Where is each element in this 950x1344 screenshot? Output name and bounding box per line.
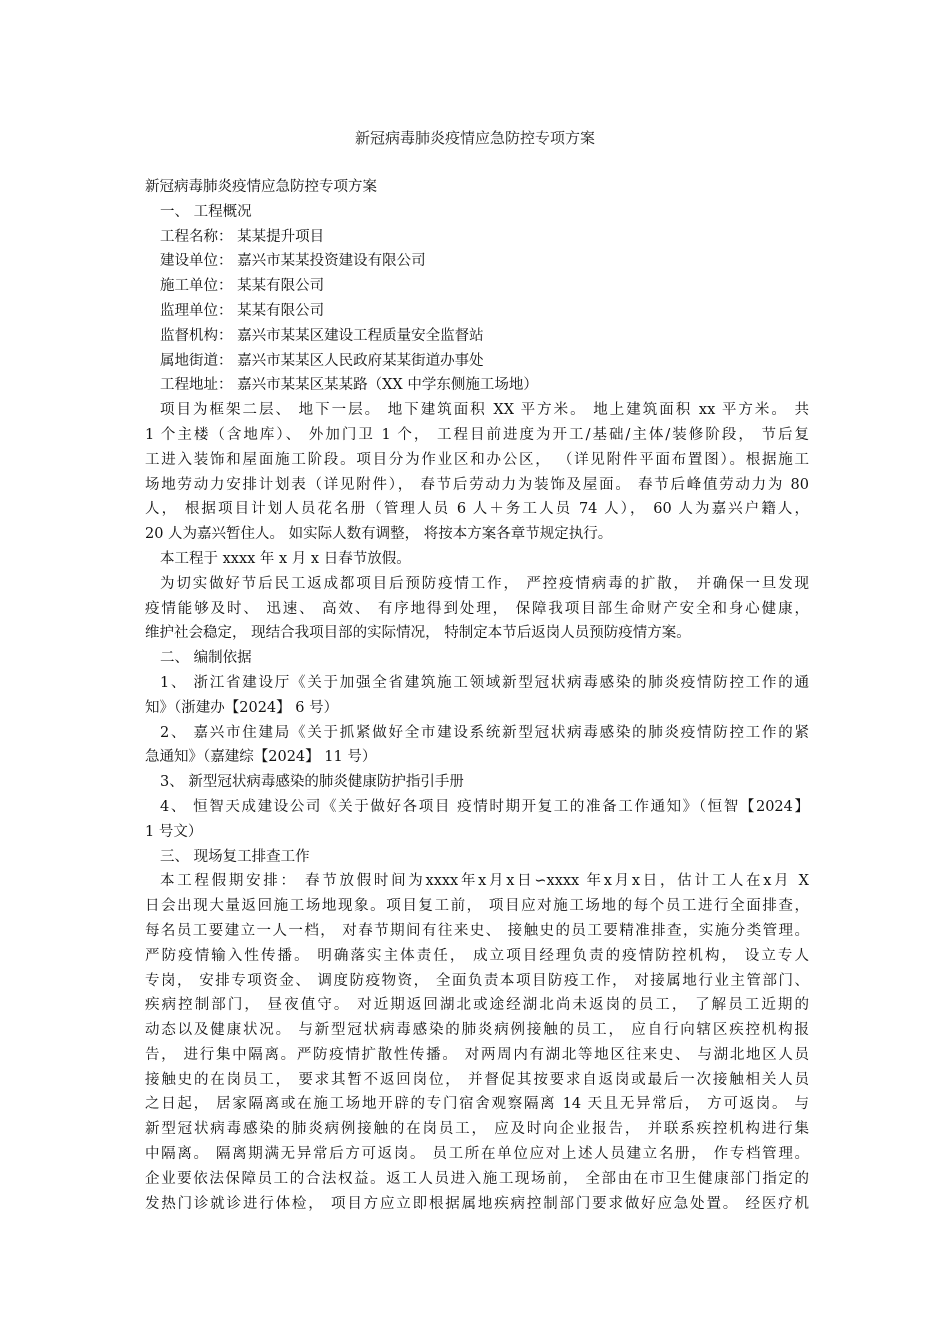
text-line: 为切实做好节后民工返成都项目后预防疫情工作， 严控疫情病毒的扩散， 并确保一旦发现 [160, 575, 809, 592]
text-line: 急通知》（嘉建综【2024】 11 号） [145, 749, 377, 766]
text-line: 2、 嘉兴市住建局《关于抓紧做好全市建设系统新型冠状病毒感染的肺炎疫情防控工作的紧 [160, 724, 809, 741]
text-line: 建设单位： 嘉兴市某某投资建设有限公司 [160, 253, 426, 270]
text-line: 4、 恒智天成建设公司《关于做好各项目 疫情时期开复工的准备工作通知》（恒智【2024】 [160, 798, 809, 815]
text-line: 企业要依法保障员工的合法权益。返工人员进入施工现场前， 全部由在市卫生健康部门指定的 [145, 1170, 809, 1187]
text-line: 1 个主楼（含地库）、 外加门卫 1 个， 工程目前进度为开工/基础/主体/装修阶段， 节后复 [145, 426, 809, 443]
text-line: 日会出现大量返回施工场地现象。项目复工前， 项目应对施工场地的每个员工进行全面排查， [145, 898, 809, 915]
text-line: 每名员工要建立一人一档， 对春节期间有往来史、 接触史的员工要精准排查，实施分类管理。 [145, 922, 809, 939]
page-title: 新冠病毒肺炎疫情应急防控专项方案 [354, 129, 595, 147]
text-line: 动态以及健康状况。 与新型冠状病毒感染的肺炎病例接触的员工， 应自行向辖区疾控机构报 [145, 1022, 809, 1039]
text-line: 中隔离。 隔离期满无异常后方可返岗。 员工所在单位应对上述人员建立名册， 作专档管理。 [145, 1146, 809, 1163]
text-line: 发热门诊就诊进行体检， 项目方应立即根据属地疾病控制部门要求做好应急处置。 经医疗机 [145, 1195, 809, 1212]
text-line: 维护社会稳定， 现结合我项目部的实际情况， 特制定本节后返岗人员预防疫情方案。 [145, 625, 691, 642]
text-line: 场地劳动力安排计划表（详见附件）， 春节后劳动力为装饰及屋面。 春节后峰值劳动力为 80 [145, 476, 809, 493]
text-line: 新冠病毒肺炎疫情应急防控专项方案 [145, 179, 377, 195]
text-line: 新型冠状病毒感染的肺炎病例接触的在岗员工， 应及时向企业报告， 并联系疾控机构进行集 [145, 1121, 809, 1138]
text-line: 一、 工程概况 [160, 203, 252, 220]
text-line: 施工单位： 某某有限公司 [160, 278, 325, 295]
text-line: 疫情能够及时、 迅速、 高效、 有序地得到处理， 保障我项目部生命财产安全和身心健康， [145, 600, 809, 617]
text-line: 接触史的在岗员工， 要求其暂不返回岗位， 并督促其按要求自返岗或最后一次接触相关人员 [145, 1071, 809, 1088]
text-line: 项目为框架二层、 地下一层。 地下建筑面积 XX 平方米。 地上建筑面积 xx 平方米。 共 [160, 402, 809, 419]
document-body [145, 175, 809, 1216]
text-line: 专岗， 安排专项资金、 调度防疫物资， 全面负责本项目防疫工作， 对接属地行业主管部门、 [145, 972, 809, 989]
text-line: 20 人为嘉兴暂住人。 如实际人数有调整， 将按本方案各章节规定执行。 [145, 526, 613, 543]
text-line: 三、 现场复工排查工作 [160, 848, 310, 865]
text-line: 工进入装饰和屋面施工阶段。项目分为作业区和办公区， （详见附件平面布置图）。根据施工 [145, 451, 809, 468]
text-line: 工程地址： 嘉兴市某某区某某路（XX 中学东侧施工场地） [160, 377, 538, 394]
text-line: 1、 浙江省建设厅《关于加强全省建筑施工领域新型冠状病毒感染的肺炎疫情防控工作的通 [160, 674, 809, 691]
text-line: 属地街道： 嘉兴市某某区人民政府某某街道办事处 [160, 352, 484, 369]
text-line: 告， 进行集中隔离。严防疫情扩散性传播。 对两周内有湖北等地区往来史、 与湖北地区人员 [145, 1046, 809, 1063]
text-line: 疾病控制部门， 昼夜值守。 对近期返回湖北或途经湖北尚未返岗的员工， 了解员工近期的 [145, 997, 809, 1014]
text-line: 人， 根据项目计划人员花名册（管理人员 6 人＋务工人员 74 人）， 60 人为嘉兴户籍人， [145, 501, 809, 518]
text-line: 知》（浙建办【2024】 6 号） [145, 699, 339, 716]
text-line: 监理单位： 某某有限公司 [160, 302, 325, 319]
text-line: 3、 新型冠状病毒感染的肺炎健康防护指引手册 [160, 774, 464, 791]
text-line: 严防疫情输入性传播。 明确落实主体责任， 成立项目经理负责的疫情防控机构， 设立专人 [145, 947, 809, 964]
text-line: 之日起， 居家隔离或在施工场地开辟的专门宿舍观察隔离 14 天且无异常后， 方可返岗。 与 [145, 1096, 809, 1113]
text-line: 二、 编制依据 [160, 650, 252, 667]
text-line: 监督机构： 嘉兴市某某区建设工程质量安全监督站 [160, 327, 484, 344]
text-line: 工程名称： 某某提升项目 [160, 228, 325, 245]
text-line: 本工程假期安排： 春节放假时间为xxxx年x月x日∽xxxx 年x月x日，估计工人在x月 X [160, 873, 809, 890]
text-line: 本工程于 xxxx 年 x 月 x 日春节放假。 [160, 550, 411, 567]
text-line: 1 号文） [145, 823, 203, 840]
